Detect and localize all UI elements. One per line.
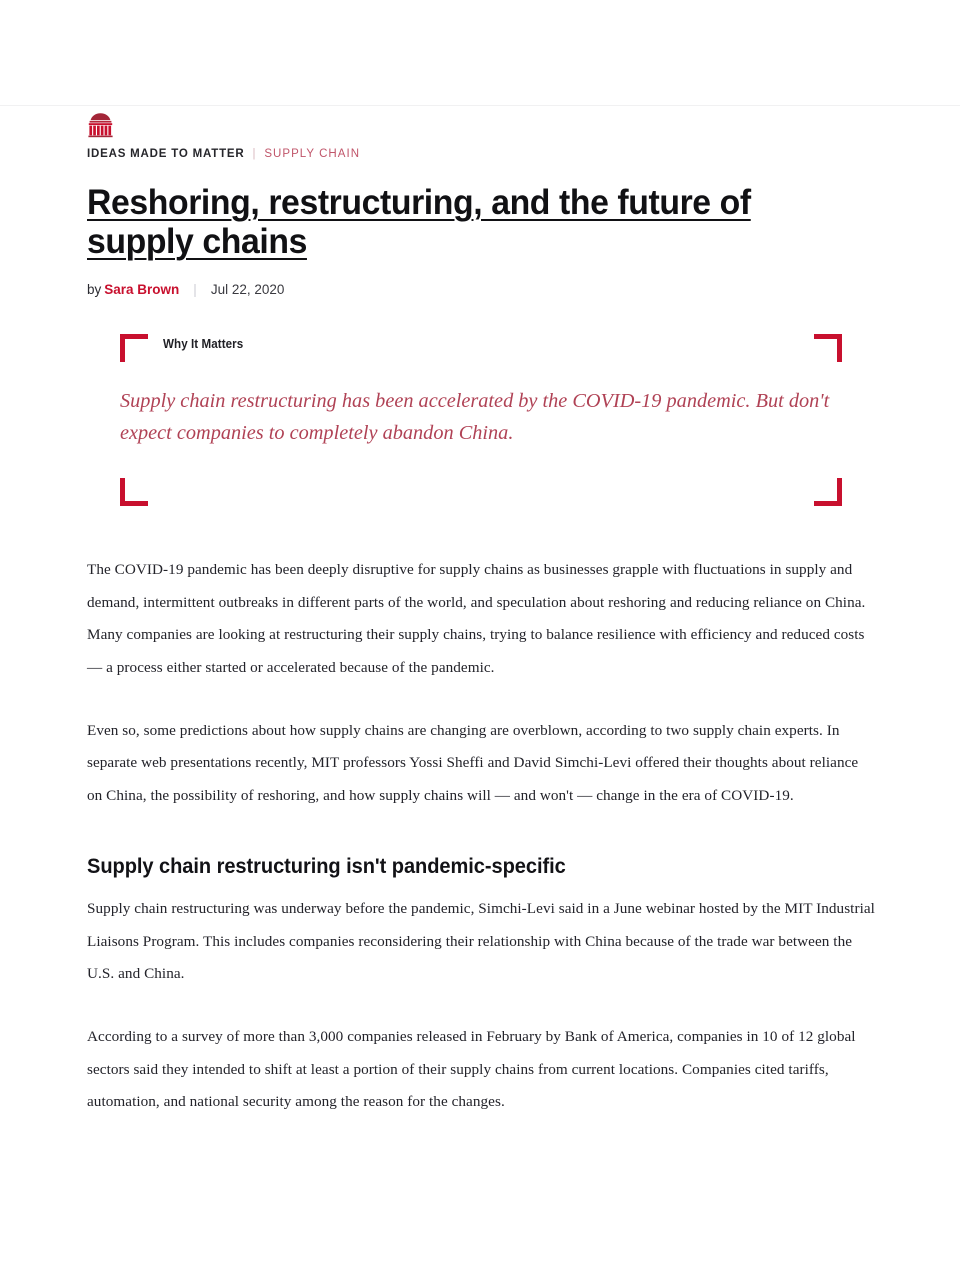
- byline-author[interactable]: Sara Brown: [104, 281, 180, 297]
- body-paragraph: Supply chain restructuring was underway before the pandemic, Simchi-Levi said in a June webinar hosted by the MIT Industrial Liaisons Program. This includes companies reconsidering their relationship with China because of the trade war between the U.S. and China.: [87, 900, 875, 982]
- pullquote-label: Why It Matters: [163, 337, 244, 352]
- breadcrumb-separator: |: [252, 148, 257, 160]
- article-body: [87, 554, 877, 1118]
- section-heading: Supply chain restructuring isn't pandemic-specific: [87, 855, 566, 878]
- body-paragraph: Even so, some predictions about how supply chains are changing are overblown, according to two supply chain experts. In separate web presentations recently, MIT professors Yossi Sheffi and David Simchi-Levi offered their thoughts about reliance on China, the possibility of reshoring, and how supply chains will — and won't — change in the era of COVID-19.: [87, 721, 859, 804]
- header-divider-rule: [0, 105, 960, 106]
- article-content: [87, 112, 877, 1118]
- breadcrumb-topic[interactable]: SUPPLY CHAIN: [264, 148, 361, 160]
- corner-bracket-bottom-right-icon: [814, 478, 842, 506]
- pullquote-text: Supply chain restructuring has been accelerated by the COVID-19 pandemic. But don't expect companies to completely abandon China.: [120, 390, 830, 444]
- brand-logo[interactable]: [87, 112, 877, 142]
- pullquote-box: [120, 334, 842, 506]
- byline-date: Jul 22, 2020: [210, 281, 285, 297]
- mit-dome-icon: [87, 112, 114, 138]
- breadcrumb-brand[interactable]: IDEAS MADE TO MATTER: [87, 148, 245, 160]
- byline: [87, 283, 877, 297]
- page-title: Reshoring, restructuring, and the future of supply chains: [87, 182, 751, 261]
- corner-bracket-top-right-icon: [814, 334, 842, 362]
- body-paragraph: The COVID-19 pandemic has been deeply disruptive for supply chains as businesses grapple with fluctuations in supply and demand, intermittent outbreaks in different parts of the world, and speculation about reshoring and reducing reliance on China. Many companies are looking at restructuring their supply chains, trying to balance resilience with efficiency and reduced costs — a process either started or accelerated because of the pandemic.: [87, 561, 866, 676]
- byline-by-label: by: [87, 281, 102, 297]
- byline-separator: |: [193, 281, 197, 297]
- corner-bracket-top-left-icon: [120, 334, 148, 362]
- breadcrumb: [87, 149, 877, 161]
- corner-bracket-bottom-left-icon: [120, 478, 148, 506]
- body-paragraph: According to a survey of more than 3,000 companies released in February by Bank of America, companies in 10 of 12 global sectors said they intended to shift at least a portion of their supply chains from current locations. Companies cited tariffs, automation, and national security among the reason for the changes.: [87, 1028, 856, 1111]
